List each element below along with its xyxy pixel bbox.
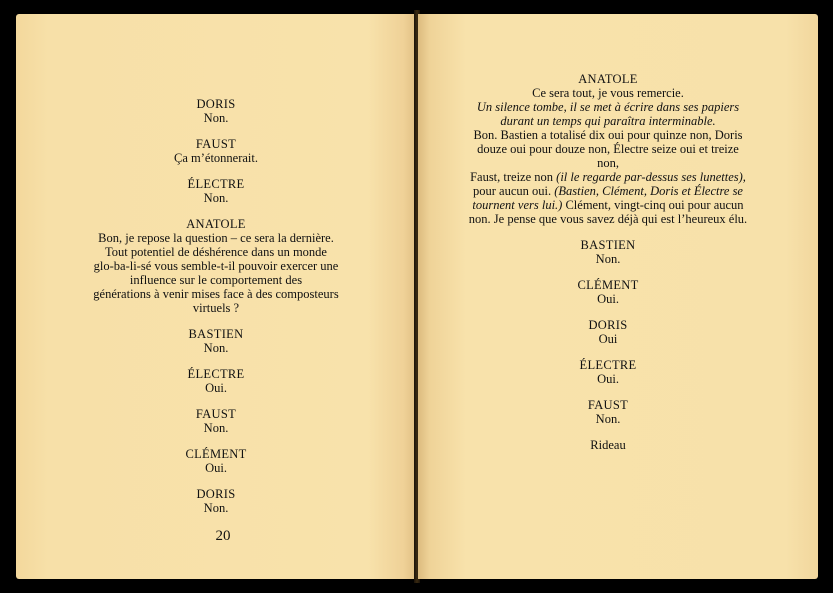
- speaker-name: CLÉMENT: [577, 278, 639, 292]
- speaker-name: ANATOLE: [186, 217, 246, 231]
- speaker-name: ÉLECTRE: [187, 177, 245, 191]
- dialogue-block: [468, 238, 748, 266]
- dialogue-text: pour aucun oui.: [473, 184, 555, 198]
- dialogue-block: [468, 358, 748, 386]
- dialogue-block: [88, 407, 344, 435]
- dialogue-line: virtuels ?: [192, 301, 240, 315]
- dialogue-line: Non.: [203, 501, 229, 515]
- stage-direction: (Bastien, Clément, Doris et Électre se: [554, 184, 743, 198]
- dialogue-line: [468, 170, 748, 184]
- right-page: [418, 14, 818, 579]
- dialogue-line: Bon. Bastien a totalisé dix oui pour quinze non, Doris: [473, 128, 743, 142]
- dialogue-block: [88, 447, 344, 475]
- dialogue-line: Oui.: [597, 292, 619, 306]
- speaker-name: BASTIEN: [188, 327, 244, 341]
- stage-direction: Un silence tombe, il se met à écrire dans ses papiers: [476, 100, 740, 114]
- dialogue-text: Clément, vingt-cinq oui pour aucun: [562, 198, 744, 212]
- speaker-name: DORIS: [196, 487, 236, 501]
- dialogue-line: Non.: [203, 341, 229, 355]
- left-page-text: [16, 14, 416, 527]
- speaker-name: CLÉMENT: [185, 447, 247, 461]
- dialogue-line: Bon, je repose la question – ce sera la dernière.: [98, 231, 334, 245]
- dialogue-text: Faust, treize non: [470, 170, 557, 184]
- dialogue-line: douze oui pour douze non, Électre seize oui et treize non,: [477, 142, 739, 170]
- dialogue-line: Ça m’étonnerait.: [174, 151, 258, 165]
- dialogue-line: non. Je pense que vous savez déjà qui est l’heureux élu.: [468, 212, 748, 226]
- speaker-name: DORIS: [196, 97, 236, 111]
- dialogue-block: [88, 137, 344, 165]
- stage-direction: durant un temps qui paraîtra interminable.: [500, 114, 716, 128]
- speaker-name: FAUST: [195, 407, 237, 421]
- speaker-name: ANATOLE: [578, 72, 638, 86]
- stage-direction: tournent vers lui.): [472, 198, 563, 212]
- stage-direction: (il le regarde par-dessus ses lunettes),: [556, 170, 746, 184]
- dialogue-line: [468, 184, 748, 198]
- dialogue-line: Oui: [598, 332, 618, 346]
- dialogue-block: [88, 487, 344, 515]
- dialogue-line: Oui.: [205, 461, 227, 475]
- dialogue-block: [468, 72, 748, 226]
- dialogue-block: [88, 367, 344, 395]
- dialogue-line: Non.: [203, 421, 229, 435]
- dialogue-block: [88, 217, 344, 315]
- speaker-name: ÉLECTRE: [579, 358, 637, 372]
- speaker-name: ÉLECTRE: [187, 367, 245, 381]
- dialogue-block: [88, 177, 344, 205]
- dialogue-line: Non.: [595, 412, 621, 426]
- dialogue-line: Non.: [203, 191, 229, 205]
- dialogue-line: influence sur le comportement des: [129, 273, 303, 287]
- speaker-name: BASTIEN: [580, 238, 636, 252]
- dialogue-block: [88, 327, 344, 355]
- dialogue-line: Ce sera tout, je vous remercie.: [532, 86, 684, 100]
- dialogue-line: glo-ba-li-sé vous semble-t-il pouvoir exercer une: [93, 259, 339, 273]
- dialogue-line: générations à venir mises face à des composteurs: [93, 287, 339, 301]
- dialogue-block: [468, 398, 748, 426]
- speaker-name: FAUST: [587, 398, 629, 412]
- left-page: [16, 14, 416, 579]
- page-number: 20: [215, 528, 231, 544]
- dialogue-block: [468, 318, 748, 346]
- dialogue-line: Non.: [203, 111, 229, 125]
- speaker-name: DORIS: [588, 318, 628, 332]
- dialogue-line: Tout potentiel de déshérence dans un monde: [105, 245, 327, 259]
- dialogue-block: [468, 278, 748, 306]
- right-page-text: [418, 14, 818, 464]
- dialogue-line: Oui.: [597, 372, 619, 386]
- speaker-name: FAUST: [195, 137, 237, 151]
- dialogue-line: Non.: [595, 252, 621, 266]
- dialogue-line: [468, 198, 748, 212]
- dialogue-block: [88, 97, 344, 125]
- dialogue-line: Oui.: [205, 381, 227, 395]
- curtain-line: Rideau: [590, 438, 626, 452]
